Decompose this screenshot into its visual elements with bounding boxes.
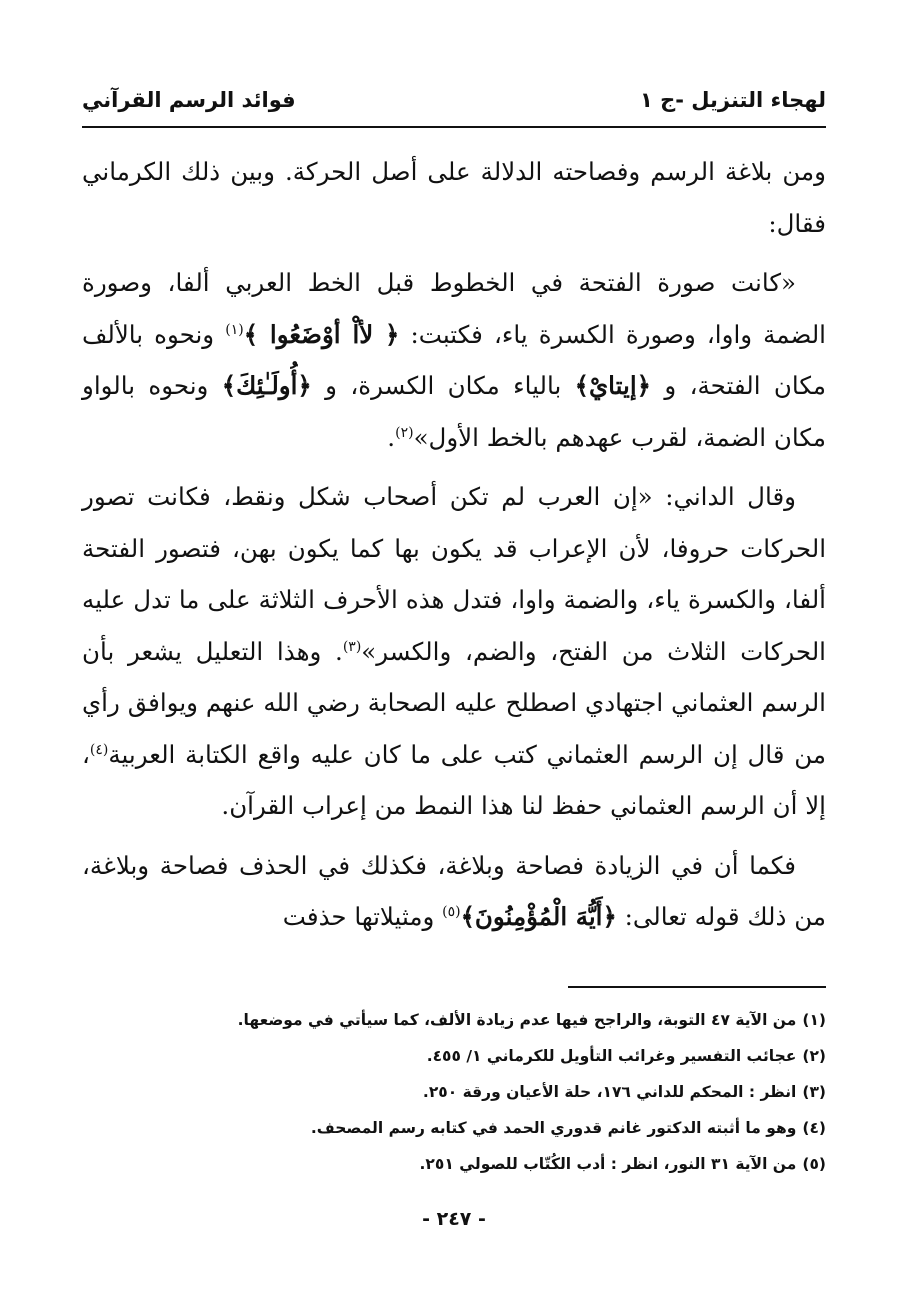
footnote-item: [82, 1074, 826, 1110]
footnote-number: (١): [802, 1011, 826, 1029]
quran-quote-2: ﴿إيتايْ﴾: [574, 371, 652, 400]
footnote-text: من الآية ٤٧ التوبة، والراجح فيها عدم زيادة الألف، كما سيأتي في موضعها.: [237, 1011, 797, 1029]
footnote-ref-2[interactable]: (٢): [395, 424, 414, 441]
paragraph-3: [82, 471, 826, 832]
footnote-number: (٤): [802, 1119, 826, 1137]
footnote-number: (٣): [802, 1083, 826, 1101]
footnote-ref-5[interactable]: (٥): [442, 903, 461, 920]
footnote-text: عجائب التفسير وغرائب التأويل للكرماني ١/ ٤٥٥.: [426, 1047, 797, 1065]
paragraph-2-text-d: ونحوه بالواو مكان الضمة، لقرب عهدهم بالخط الأول»: [82, 371, 826, 452]
running-header: [82, 80, 826, 120]
paragraph-2-text-a: «كانت صورة الفتحة في الخطوط قبل الخط العربي ألفا، وصورة الضمة واوا، وصورة الكسرة ياء، فكتبت:: [82, 268, 826, 349]
footnote-text: من الآية ٣١ النور، انظر : أدب الكُتّاب للصولي ٢٥١.: [419, 1155, 797, 1173]
footnote-number: (٢): [802, 1047, 826, 1065]
footnote-item: [82, 1146, 826, 1182]
paragraph-3-text-a: وقال الداني: «إن العرب لم تكن أصحاب شكل ونقط، فكانت تصور الحركات حروفا، لأن الإعراب قد يكون بها كما يكون بهن، فتصور الفتحة ألفا، والكسرة ياء، والضمة واوا، فتدل هذه الأحرف الثلاثة على ما تدل عليه الحركات الثلاث من الفتح، والضم، والكسر»: [82, 482, 826, 666]
footnote-item: [82, 1110, 826, 1146]
footnotes: [82, 1002, 826, 1182]
paragraph-1-text: ومن بلاغة الرسم وفصاحته الدلالة على أصل الحركة. وبين ذلك الكرماني فقال:: [82, 157, 826, 238]
footnote-divider: [568, 986, 826, 988]
footnote-text: انظر : المحكم للداني ١٧٦، حلة الأعيان ورقة ٢٥٠.: [422, 1083, 797, 1101]
paragraph-4: [82, 840, 826, 943]
header-chapter-title: فوائد الرسم القرآني: [82, 88, 296, 112]
paragraph-4-text-b: ومثيلاتها حذفت: [282, 902, 443, 931]
footnote-ref-1[interactable]: (١): [225, 321, 244, 338]
footnote-ref-3[interactable]: (٣): [342, 638, 362, 655]
page-number: - ٢٤٧ -: [422, 1208, 486, 1230]
paragraph-3-text-c: ، إلا أن الرسم العثماني حفظ لنا هذا النمط من إعراب القرآن.: [82, 739, 826, 820]
footnote-item: [82, 1002, 826, 1038]
footnote-text: وهو ما أثبته الدكتور غانم قدوري الحمد في كتابه رسم المصحف.: [310, 1119, 797, 1137]
header-divider: [82, 126, 826, 128]
paragraph-3-text-b: . وهذا التعليل يشعر بأن الرسم العثماني اجتهادي اصطلح عليه الصحابة رضي الله عنهم ويوافق رأي من قال إن الرسم العثماني كتب على ما كان عليه واقع الكتابة العربية: [82, 636, 826, 769]
footnote-item: [82, 1038, 826, 1074]
quran-quote-4: ﴿أَيُّهَ الْمُؤْمِنُونَ﴾: [460, 902, 617, 931]
header-book-title: لهجاء التنزيل -ج ١: [639, 88, 826, 112]
quran-quote-3: ﴿أُولَـٰئِكَ﴾: [221, 371, 312, 400]
footnote-ref-4[interactable]: (٤): [89, 741, 109, 758]
paragraph-2-text-b: ونحوه بالألف مكان الفتحة، و: [82, 319, 826, 400]
paragraph-2-text-c: بالياء مكان الكسرة، و: [311, 371, 575, 400]
quran-quote-1: ﴿ لأاْ أوْضَعُوا ﴾: [243, 319, 400, 349]
paragraph-2-text-e: .: [387, 422, 396, 452]
paragraph-4-text-a: فكما أن في الزيادة فصاحة وبلاغة، فكذلك في الحذف فصاحة وبلاغة، من ذلك قوله تعالى:: [82, 850, 826, 931]
book-page: [82, 0, 826, 1311]
paragraph-2: [82, 257, 826, 463]
main-text: [82, 146, 826, 951]
paragraph-1: [82, 146, 826, 249]
footnote-number: (٥): [802, 1155, 826, 1173]
